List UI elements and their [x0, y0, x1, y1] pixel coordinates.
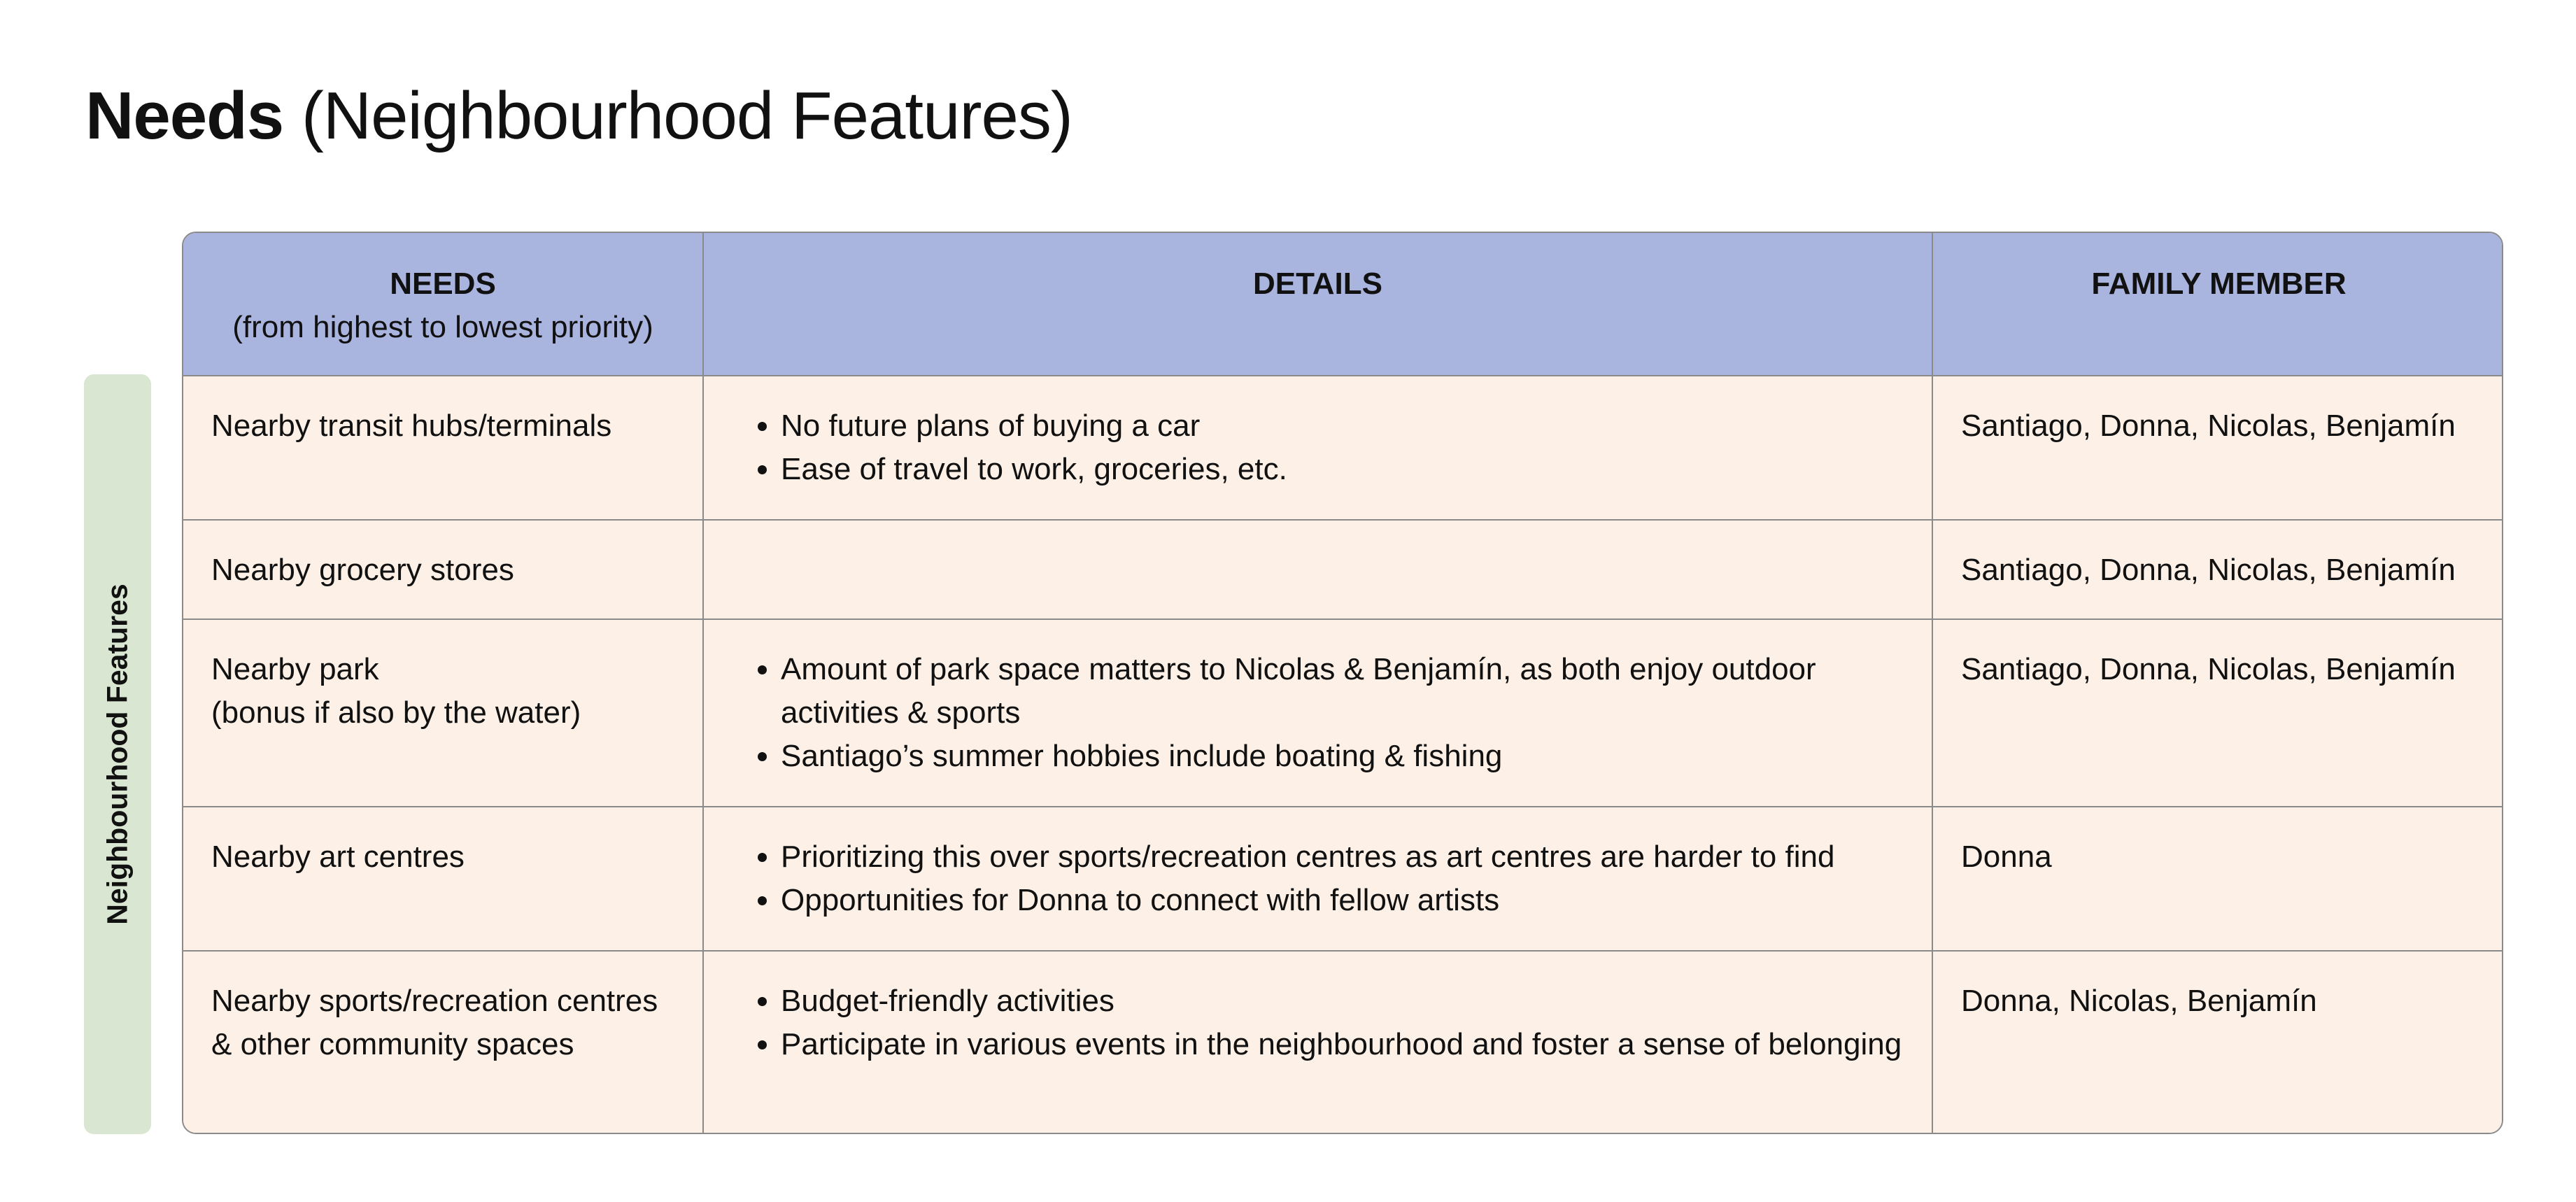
detail-item: • Amount of park space matters to Nicolas & Benjamín, as both enjoy outdoor activities & sports: [781, 648, 1904, 735]
side-category-text: Neighbourhood Features: [101, 584, 134, 925]
details-list: [732, 404, 1904, 491]
page-title: [85, 67, 1073, 165]
page-title-rest: (Neighbourhood Features): [283, 78, 1073, 153]
detail-item: • Budget-friendly activities: [781, 980, 1904, 1023]
header-needs: [183, 233, 703, 376]
details-list: [732, 648, 1904, 778]
detail-item: • No future plans of buying a car: [781, 404, 1904, 448]
details-list: [732, 835, 1904, 922]
detail-item: • Santiago’s summer hobbies include boating & fishing: [781, 735, 1904, 778]
need-subtext: (bonus if also by the water): [211, 695, 581, 730]
family-cell: Donna, Nicolas, Benjamín: [1932, 951, 2503, 1134]
details-cell: [703, 807, 1932, 951]
family-cell: Santiago, Donna, Nicolas, Benjamín: [1932, 376, 2503, 520]
header-details: DETAILS: [703, 233, 1932, 376]
need-cell: [183, 520, 703, 619]
header-needs-sub: (from highest to lowest priority): [232, 310, 653, 344]
needs-table-container: [182, 232, 2503, 1134]
table-row: [183, 376, 2503, 520]
details-cell: [703, 520, 1932, 619]
table-row: [183, 520, 2503, 619]
details-cell: [703, 951, 1932, 1134]
page-title-bold: Needs: [85, 78, 284, 153]
side-category-label: [84, 374, 151, 1134]
details-cell: [703, 376, 1932, 520]
need-text: Nearby sports/recreation centres & other community spaces: [211, 984, 658, 1061]
family-cell: Donna: [1932, 807, 2503, 951]
table-header-row: [183, 233, 2503, 376]
table-row: [183, 951, 2503, 1134]
need-cell: [183, 619, 703, 807]
family-cell: Santiago, Donna, Nicolas, Benjamín: [1932, 619, 2503, 807]
table-row: [183, 619, 2503, 807]
detail-item: • Participate in various events in the neighbourhood and foster a sense of belonging: [781, 1023, 1904, 1066]
details-cell: [703, 619, 1932, 807]
header-family-member: FAMILY MEMBER: [1932, 233, 2503, 376]
detail-item: • Prioritizing this over sports/recreation centres as art centres are harder to find: [781, 835, 1904, 879]
detail-item: • Ease of travel to work, groceries, etc.: [781, 448, 1904, 491]
family-cell: Santiago, Donna, Nicolas, Benjamín: [1932, 520, 2503, 619]
table-row: [183, 807, 2503, 951]
detail-item: • Opportunities for Donna to connect with fellow artists: [781, 879, 1904, 922]
need-text: Nearby grocery stores: [211, 553, 514, 587]
need-text: Nearby transit hubs/terminals: [211, 409, 612, 443]
needs-table: [183, 233, 2503, 1134]
need-cell: [183, 807, 703, 951]
need-cell: [183, 376, 703, 520]
need-text: Nearby park: [211, 652, 379, 686]
need-text: Nearby art centres: [211, 840, 465, 874]
need-cell: [183, 951, 703, 1134]
header-needs-label: NEEDS: [390, 267, 496, 301]
details-list: [732, 980, 1904, 1066]
